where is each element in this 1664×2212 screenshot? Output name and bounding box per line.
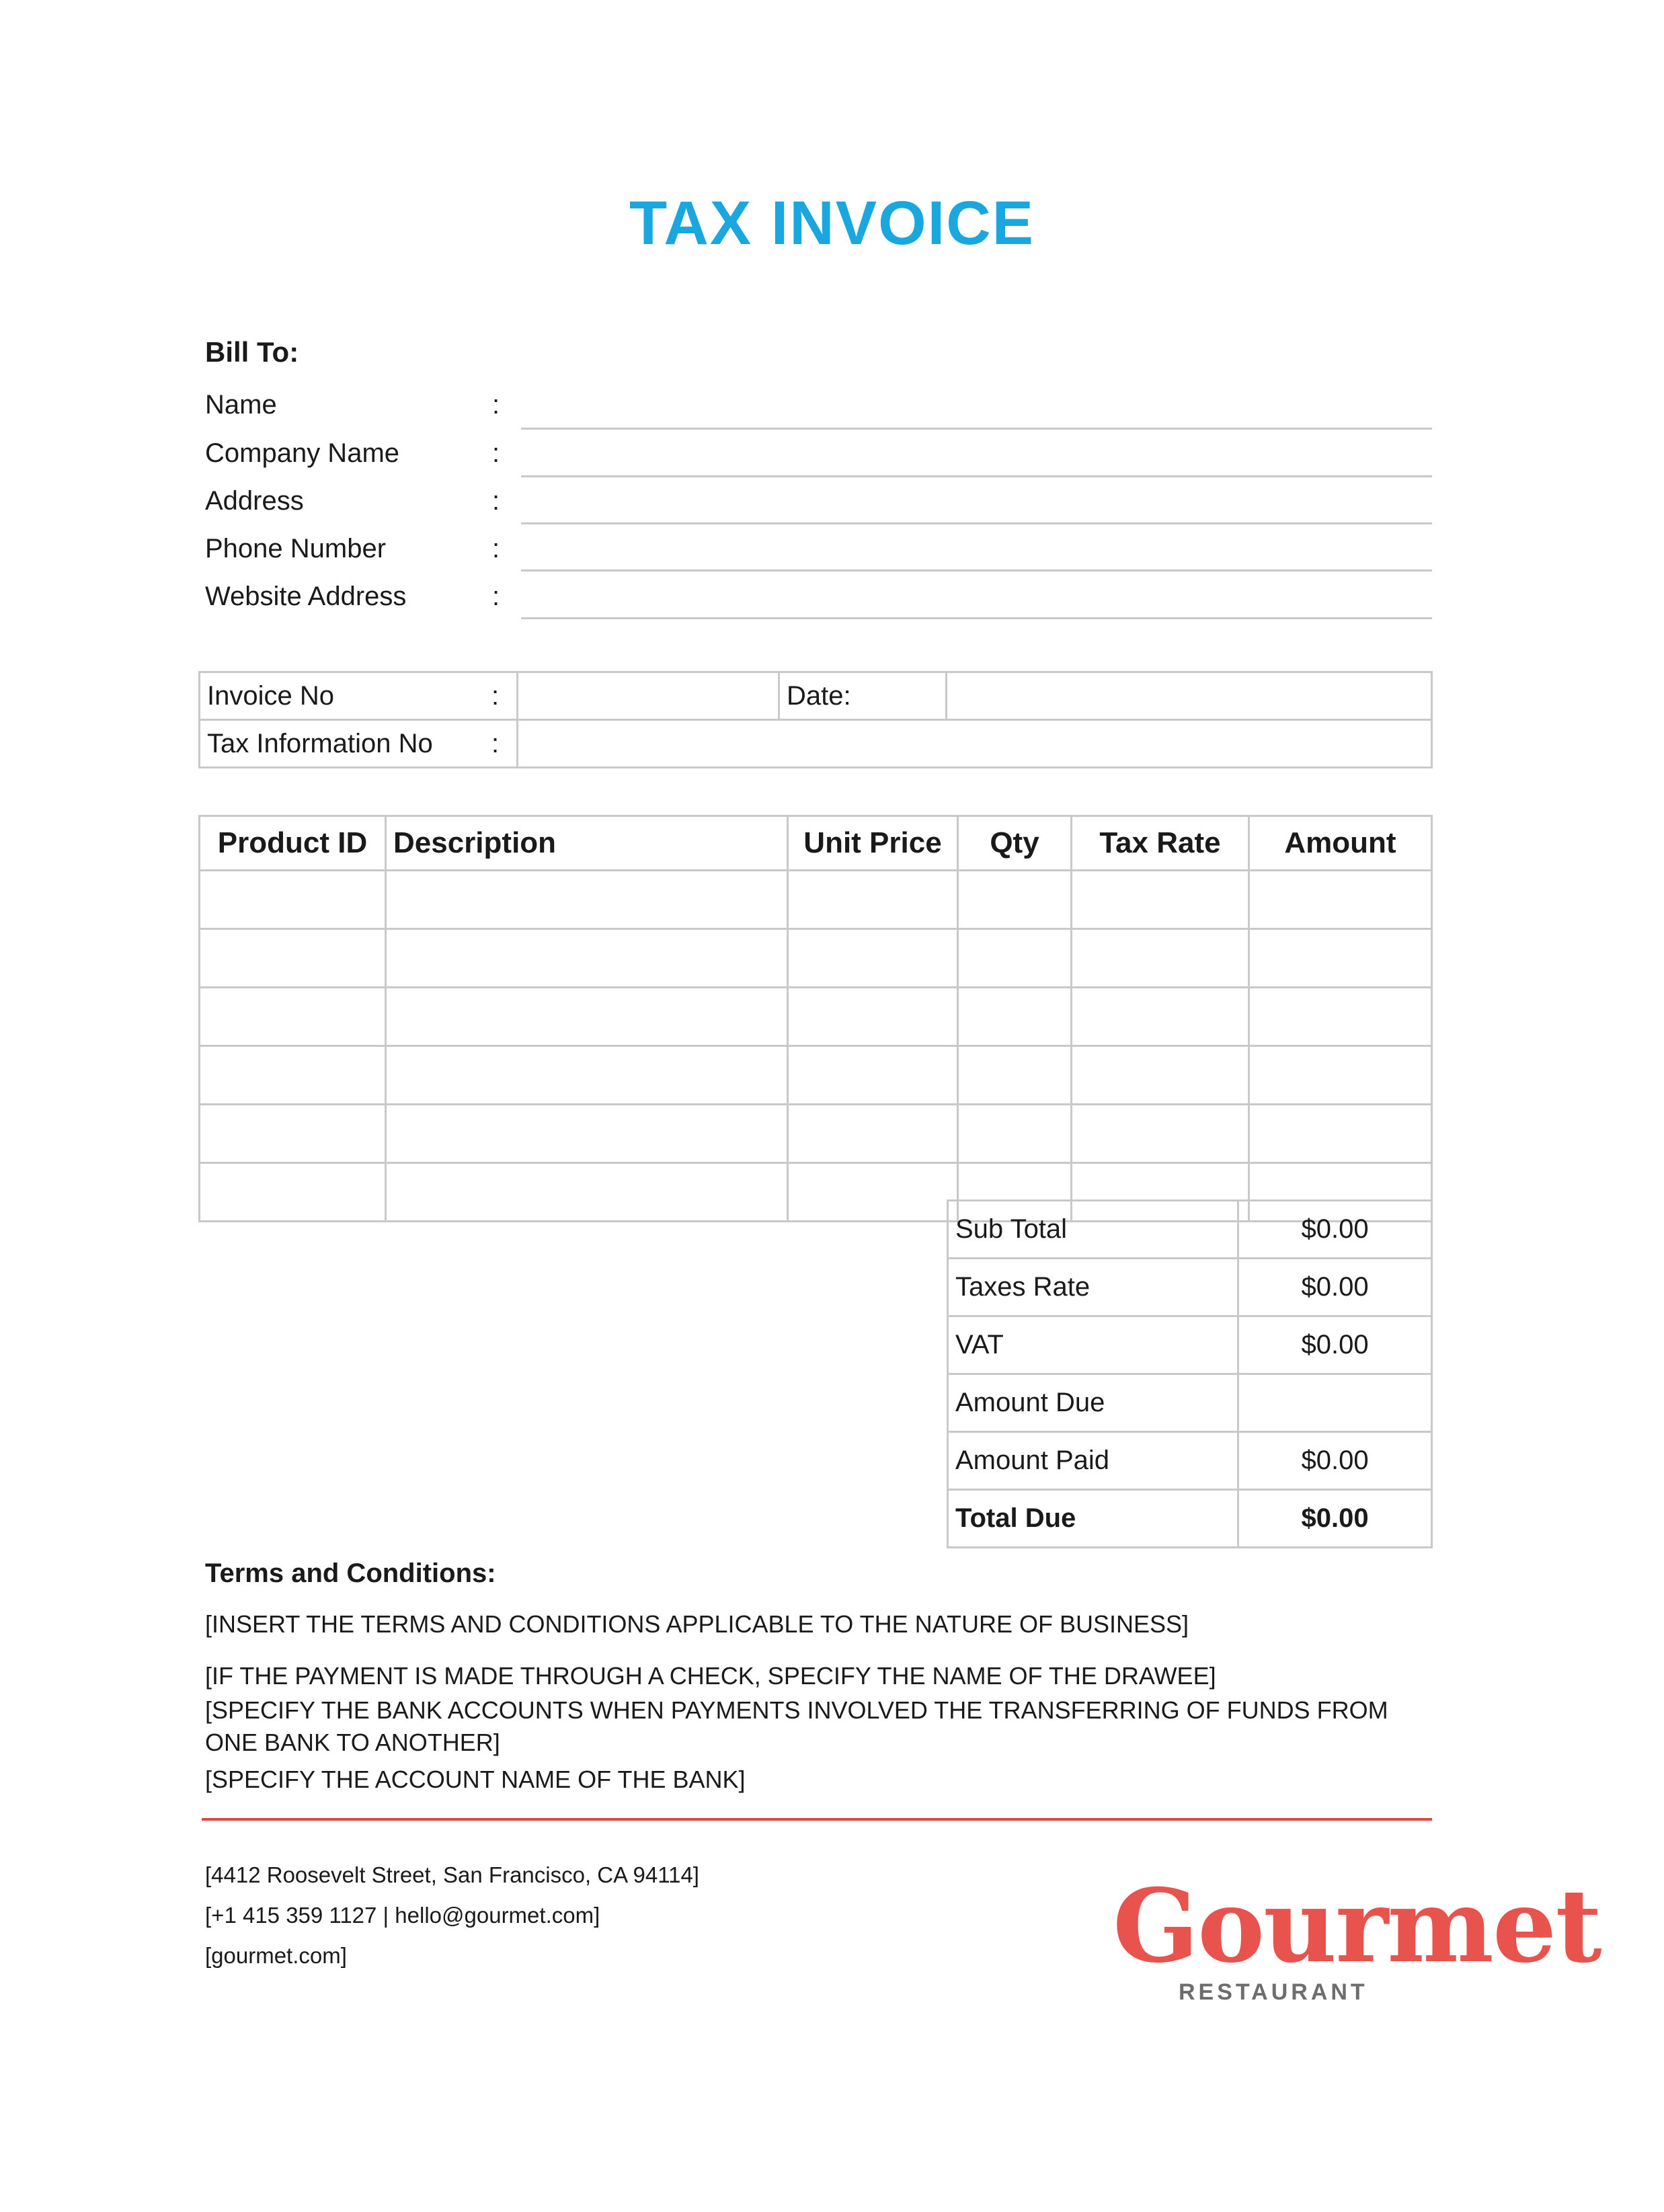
logo-wordmark: Gourmet: [1113, 1867, 1601, 1985]
footer-website: [gourmet.com]: [205, 1943, 347, 1968]
address-underline: [521, 522, 1432, 524]
amount-due-label: Amount Due: [948, 1374, 1238, 1432]
invoice-no-colon: :: [491, 680, 500, 711]
amount-cell[interactable]: [1249, 871, 1432, 929]
qty-cell[interactable]: [958, 1046, 1072, 1105]
total-due-value: $0.00: [1238, 1490, 1432, 1548]
gourmet-logo: [1113, 1867, 1601, 2006]
terms-line-1: [INSERT THE TERMS AND CONDITIONS APPLICABLE TO THE NATURE OF BUSINESS]: [205, 1610, 1189, 1638]
name-field-underline: [521, 428, 1432, 430]
amount-cell[interactable]: [1249, 1046, 1432, 1105]
description-cell[interactable]: [386, 1163, 788, 1222]
taxes-rate-row: [948, 1259, 1432, 1316]
taxes-rate-value: $0.00: [1238, 1259, 1432, 1316]
invoice-meta-table: [198, 671, 1433, 768]
amount-due-value[interactable]: [1238, 1374, 1432, 1432]
company-name-underline: [521, 475, 1432, 477]
description-cell[interactable]: [386, 1105, 788, 1163]
amount-paid-value: $0.00: [1238, 1432, 1432, 1490]
footer-address: [4412 Roosevelt Street, San Francisco, CA 94114]: [205, 1862, 699, 1887]
qty-cell[interactable]: [958, 871, 1072, 929]
subtotal-row: [948, 1201, 1432, 1259]
qty-cell[interactable]: [958, 929, 1072, 988]
vat-row: [948, 1316, 1432, 1374]
invoice-no-cell: [200, 672, 518, 720]
total-due-row: [948, 1490, 1432, 1548]
website-address-underline: [521, 617, 1432, 619]
header-amount: Amount: [1249, 816, 1432, 871]
amount-cell[interactable]: [1249, 929, 1432, 988]
vat-label: VAT: [948, 1316, 1238, 1374]
tax-rate-cell[interactable]: [1072, 1105, 1249, 1163]
qty-cell[interactable]: [958, 1105, 1072, 1163]
terms-line-3: [SPECIFY THE BANK ACCOUNTS WHEN PAYMENTS INVOLVED THE TRANSFERRING OF FUNDS FROM ONE BANK TO ANOTHER]: [205, 1696, 1388, 1756]
description-cell[interactable]: [386, 988, 788, 1046]
amount-paid-label: Amount Paid: [948, 1432, 1238, 1490]
phone-number-label: Phone Number: [205, 534, 387, 563]
unit-price-cell[interactable]: [788, 988, 958, 1046]
header-description: Description: [386, 816, 788, 871]
amount-cell[interactable]: [1249, 988, 1432, 1046]
header-unit-price: Unit Price: [788, 816, 958, 871]
table-row: [200, 1046, 1432, 1105]
amount-cell[interactable]: [1249, 1105, 1432, 1163]
qty-cell[interactable]: [958, 988, 1072, 1046]
website-address-label: Website Address: [205, 582, 407, 611]
invoice-no-field[interactable]: [518, 672, 779, 720]
invoice-no-label: Invoice No: [207, 680, 334, 711]
header-product-id: Product ID: [200, 816, 386, 871]
footer-contact: [+1 415 359 1127 | hello@gourmet.com]: [205, 1903, 600, 1928]
company-name-label: Company Name: [205, 438, 400, 468]
tax-info-label: Tax Information No: [207, 728, 433, 758]
table-row: [200, 1105, 1432, 1163]
unit-price-cell[interactable]: [788, 1046, 958, 1105]
terms-line-2: [IF THE PAYMENT IS MADE THROUGH A CHECK, SPECIFY THE NAME OF THE DRAWEE]: [205, 1662, 1216, 1690]
tax-info-field[interactable]: [518, 720, 1432, 768]
footer-divider: [202, 1818, 1432, 1821]
tax-rate-cell[interactable]: [1072, 929, 1249, 988]
description-cell[interactable]: [386, 1046, 788, 1105]
product-id-cell[interactable]: [200, 871, 386, 929]
date-field[interactable]: [947, 672, 1432, 720]
total-due-label: Total Due: [948, 1490, 1238, 1548]
taxes-rate-label: Taxes Rate: [948, 1259, 1238, 1316]
subtotal-label: Sub Total: [948, 1201, 1238, 1259]
table-row: [200, 929, 1432, 988]
header-tax-rate: Tax Rate: [1072, 816, 1249, 871]
phone-number-colon: :: [492, 534, 500, 563]
page-title: TAX INVOICE: [629, 189, 1035, 258]
table-row: [200, 871, 1432, 929]
tax-info-cell: [200, 720, 518, 768]
website-address-colon: :: [492, 582, 500, 611]
items-header-row: [200, 816, 1432, 871]
items-table: [198, 815, 1433, 1222]
product-id-cell[interactable]: [200, 988, 386, 1046]
vat-value: $0.00: [1238, 1316, 1432, 1374]
phone-number-underline: [521, 569, 1432, 571]
amount-paid-row: [948, 1432, 1432, 1490]
amount-due-row: [948, 1374, 1432, 1432]
date-label: Date:: [779, 672, 947, 720]
tax-rate-cell[interactable]: [1072, 988, 1249, 1046]
bill-to-heading: Bill To:: [205, 336, 299, 368]
address-colon: :: [492, 486, 500, 516]
unit-price-cell[interactable]: [788, 1105, 958, 1163]
tax-info-colon: :: [491, 728, 500, 758]
unit-price-cell[interactable]: [788, 871, 958, 929]
header-qty: Qty: [958, 816, 1072, 871]
description-cell[interactable]: [386, 871, 788, 929]
product-id-cell[interactable]: [200, 1046, 386, 1105]
company-name-colon: :: [492, 438, 500, 468]
tax-rate-cell[interactable]: [1072, 871, 1249, 929]
terms-line-4: [SPECIFY THE ACCOUNT NAME OF THE BANK]: [205, 1766, 746, 1793]
terms-heading: Terms and Conditions:: [205, 1558, 496, 1588]
tax-rate-cell[interactable]: [1072, 1046, 1249, 1105]
unit-price-cell[interactable]: [788, 929, 958, 988]
table-row: [200, 988, 1432, 1046]
name-colon: :: [492, 390, 500, 420]
name-label: Name: [205, 390, 277, 420]
product-id-cell[interactable]: [200, 1163, 386, 1222]
subtotal-value: $0.00: [1238, 1201, 1432, 1259]
totals-table: [947, 1199, 1433, 1548]
product-id-cell[interactable]: [200, 1105, 386, 1163]
address-label: Address: [205, 486, 304, 516]
description-cell[interactable]: [386, 929, 788, 988]
product-id-cell[interactable]: [200, 929, 386, 988]
unit-price-cell[interactable]: [788, 1163, 958, 1222]
logo-subtitle: RESTAURANT: [1179, 1979, 1368, 2005]
